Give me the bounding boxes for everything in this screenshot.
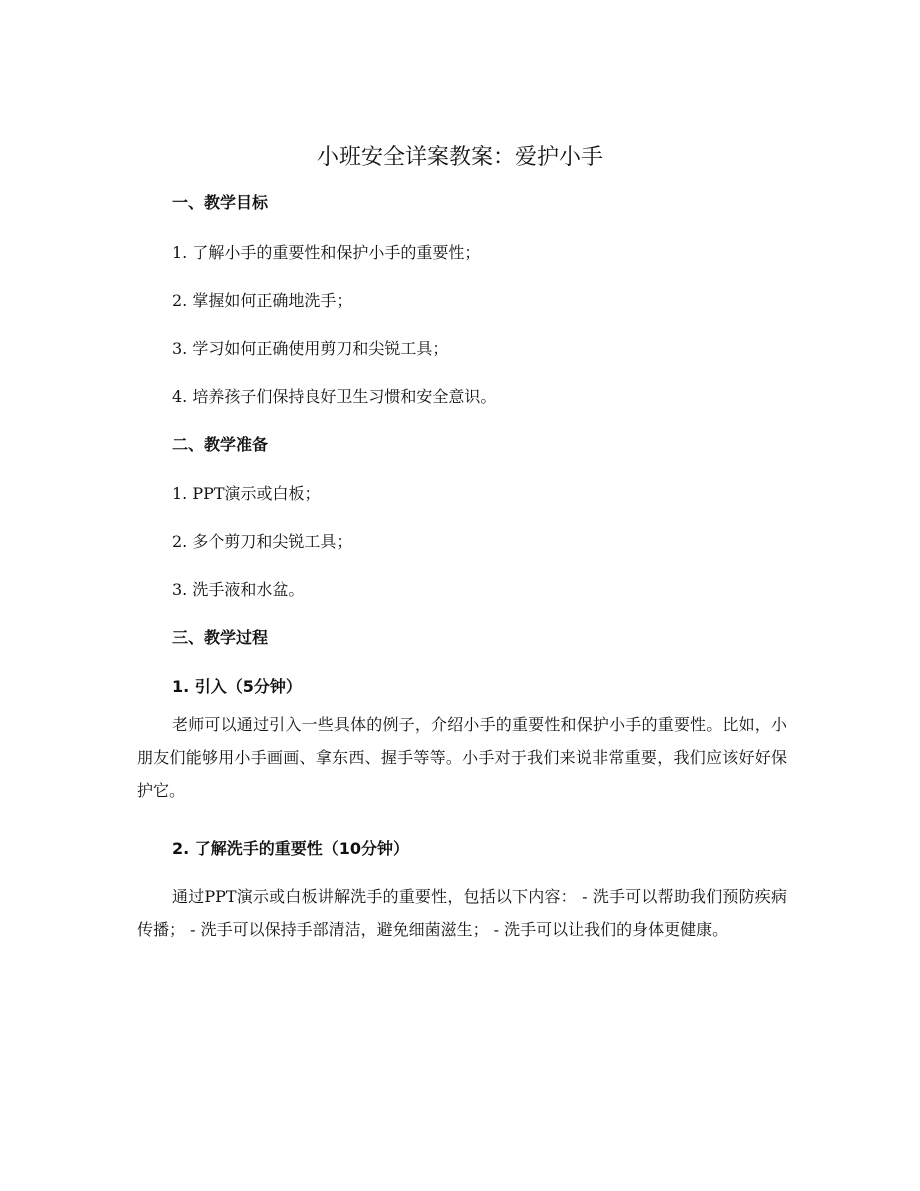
section-heading-process: 三、教学过程: [172, 628, 269, 647]
section-heading-preparation: 二、教学准备: [172, 435, 269, 454]
objective-item: 2. 掌握如何正确地洗手；: [172, 291, 353, 310]
preparation-item: 1. PPT演示或白板；: [172, 484, 321, 503]
intro-paragraph: 老师可以通过引入一些具体的例子，介绍小手的重要性和保护小手的重要性。比如，小朋友们能够用小手画画、拿东西、握手等等。小手对于我们来说非常重要，我们应该好好保护它。: [137, 715, 787, 800]
handwashing-paragraph: 通过PPT演示或白板讲解洗手的重要性，包括以下内容： - 洗手可以帮助我们预防疾病传播； - 洗手可以保持手部清洁，避免细菌滋生； - 洗手可以让我们的身体更健康。: [137, 887, 787, 939]
objective-item: 1. 了解小手的重要性和保护小手的重要性；: [172, 243, 481, 262]
preparation-item: 2. 多个剪刀和尖锐工具；: [172, 532, 353, 551]
subsection-heading-intro: 1. 引入（5分钟）: [172, 677, 302, 696]
preparation-item: 3. 洗手液和水盆。: [172, 580, 305, 599]
subsection-heading-handwashing: 2. 了解洗手的重要性（10分钟）: [172, 839, 410, 858]
section-heading-objectives: 一、教学目标: [172, 193, 269, 212]
document-title: 小班安全详案教案：爱护小手: [316, 145, 603, 170]
objective-item: 3. 学习如何正确使用剪刀和尖锐工具；: [172, 339, 449, 358]
objective-item: 4. 培养孩子们保持良好卫生习惯和安全意识。: [172, 387, 497, 406]
